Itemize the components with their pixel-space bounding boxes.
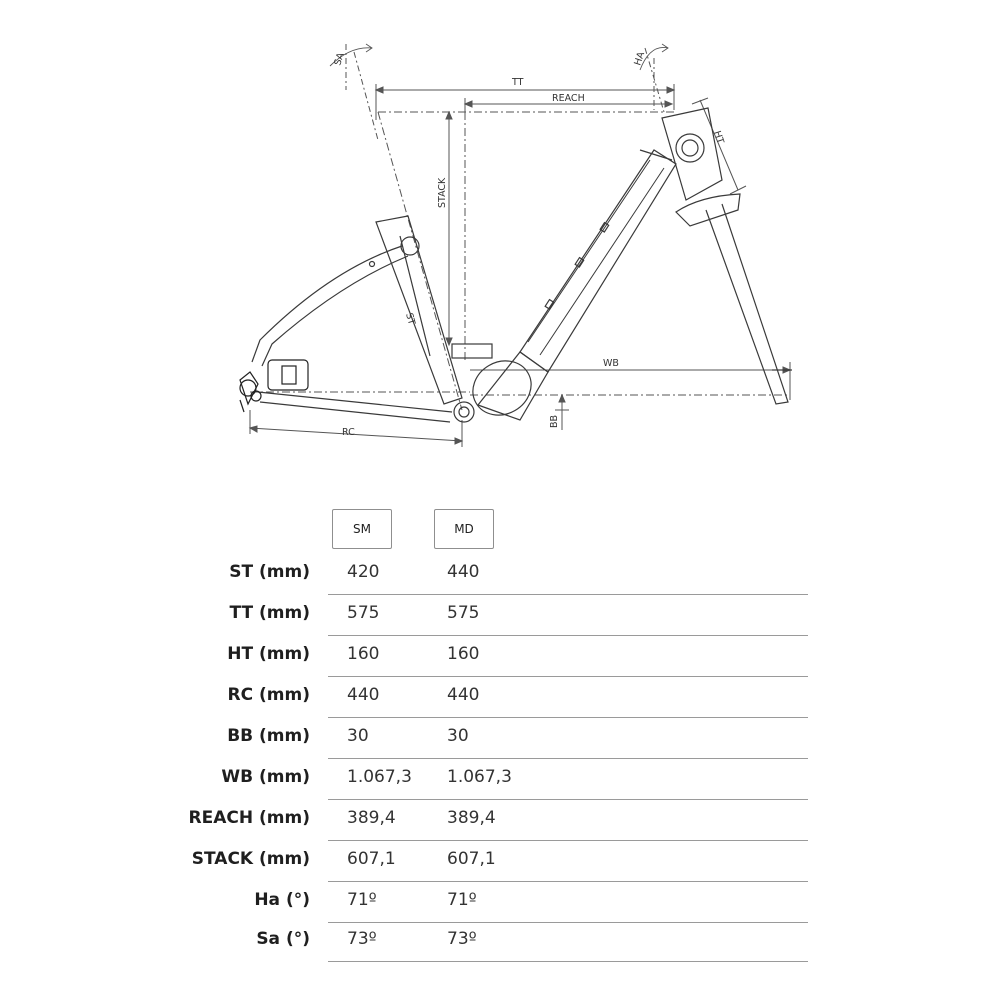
value-sm: 71º xyxy=(347,890,377,910)
ht-dimension xyxy=(692,98,746,194)
frame-outline xyxy=(240,108,792,426)
value-md: 73º xyxy=(447,929,477,949)
bike-frame-geometry-diagram xyxy=(0,0,1000,470)
value-sm: 73º xyxy=(347,929,377,949)
value-md: 1.067,3 xyxy=(447,767,512,787)
value-md: 607,1 xyxy=(447,849,496,869)
row-label: ST (mm) xyxy=(229,562,310,582)
row-label: RC (mm) xyxy=(227,685,310,705)
value-sm: 389,4 xyxy=(347,808,396,828)
tt-label: TT xyxy=(512,77,524,88)
row-label: Sa (°) xyxy=(256,929,310,949)
row-divider xyxy=(328,961,808,962)
row-label: WB (mm) xyxy=(221,767,310,787)
size-header-sm-label: SM xyxy=(353,522,371,536)
rc-dimension xyxy=(250,410,462,447)
reach-label: REACH xyxy=(552,93,585,104)
bb-label: BB xyxy=(549,414,560,428)
value-sm: 1.067,3 xyxy=(347,767,412,787)
value-sm: 440 xyxy=(347,685,380,705)
table-row-ht xyxy=(0,636,1000,677)
row-label: BB (mm) xyxy=(227,726,310,746)
table-row-sa xyxy=(0,921,1000,962)
stack-dimension xyxy=(446,112,452,345)
row-label: STACK (mm) xyxy=(191,849,310,869)
row-label: TT (mm) xyxy=(229,603,310,623)
stack-label: STACK xyxy=(437,177,448,208)
row-label: REACH (mm) xyxy=(188,808,310,828)
row-label: HT (mm) xyxy=(227,644,310,664)
value-md: 440 xyxy=(447,685,480,705)
value-md: 389,4 xyxy=(447,808,496,828)
table-row-stack xyxy=(0,841,1000,882)
value-sm: 420 xyxy=(347,562,380,582)
value-sm: 160 xyxy=(347,644,380,664)
wb-label: WB xyxy=(603,358,619,369)
table-row-tt xyxy=(0,595,1000,636)
table-row-wb xyxy=(0,759,1000,800)
table-row-ha xyxy=(0,882,1000,923)
rc-label: RC xyxy=(342,427,355,438)
ht-label: HT xyxy=(711,129,726,146)
value-md: 440 xyxy=(447,562,480,582)
tt-dimension xyxy=(376,84,674,120)
table-row-st xyxy=(0,554,1000,595)
value-md: 71º xyxy=(447,890,477,910)
st-label: ST xyxy=(403,311,417,327)
row-label: Ha (°) xyxy=(254,890,310,910)
table-row-rc xyxy=(0,677,1000,718)
size-header-md xyxy=(434,509,494,549)
table-row-reach xyxy=(0,800,1000,841)
value-md: 160 xyxy=(447,644,480,664)
size-header-sm xyxy=(332,509,392,549)
value-sm: 575 xyxy=(347,603,380,623)
sa-label: SA xyxy=(332,51,347,67)
value-md: 30 xyxy=(447,726,469,746)
value-md: 575 xyxy=(447,603,480,623)
size-header-md-label: MD xyxy=(454,522,474,536)
value-sm: 30 xyxy=(347,726,369,746)
value-sm: 607,1 xyxy=(347,849,396,869)
ha-label: HA xyxy=(632,50,648,67)
table-row-bb xyxy=(0,718,1000,759)
wb-dimension xyxy=(470,362,790,400)
